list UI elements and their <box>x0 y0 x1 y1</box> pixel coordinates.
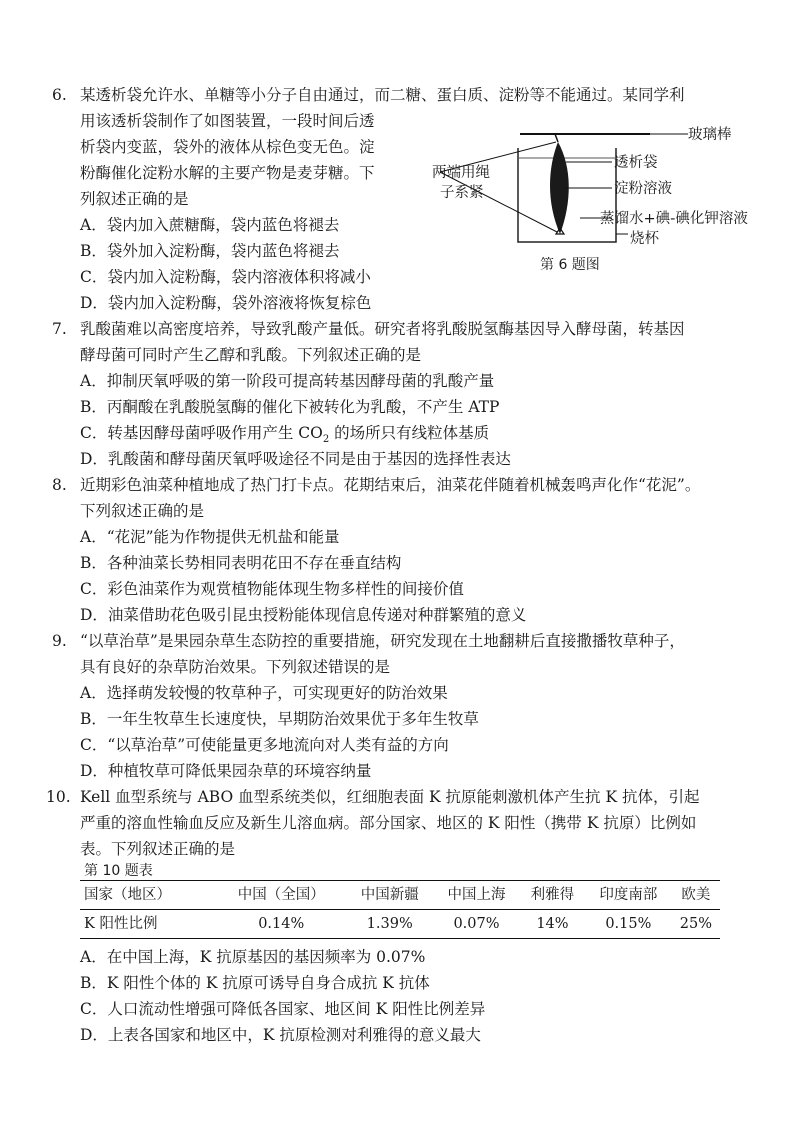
table-cell: 1.39% <box>346 910 433 939</box>
option-d: D．上表各国家和地区中，K 抗原检测对利雅得的意义最大 <box>80 1026 481 1044</box>
label-water-iodine: 蒸馏水+碘-碘化钾溶液 <box>600 211 748 227</box>
label-beaker: 烧杯 <box>630 231 659 247</box>
question-text: 乳酸菌难以高密度培养，导致乳酸产量低。研究者将乳酸脱氢酶基因导入酵母菌，转基因 <box>80 320 685 338</box>
table-cell: 0.15% <box>585 910 672 939</box>
question-text: 近期彩色油菜种植地成了热门打卡点。花期结束后，油菜花伴随着机械轰鸣声化作“花泥”。 <box>80 476 701 494</box>
option-b: B．各种油菜长势相同表明花田不存在垂直结构 <box>80 554 402 572</box>
question-number: 9. <box>52 632 67 650</box>
question-text: 列叙述正确的是 <box>80 190 189 208</box>
table-cell: 0.07% <box>433 910 520 939</box>
option-a: A．袋内加入蔗糖酶，袋内蓝色将褪去 <box>80 216 340 234</box>
option-d: D．种植牧草可降低果园杂草的环境容纳量 <box>80 762 372 780</box>
table-cell: 14% <box>520 910 585 939</box>
question-text: 析袋内变蓝，袋外的液体从棕色变无色。淀 <box>80 138 375 156</box>
question-text: 某透析袋允许水、单糖等小分子自由通过，而二糖、蛋白质、淀粉等不能通过。某同学利 <box>80 86 685 104</box>
option-c: C．人口流动性增强可降低各国家、地区间 K 阳性比例差异 <box>80 1000 486 1018</box>
label-tied-ends-1: 两端用绳 <box>432 165 490 181</box>
label-starch-solution: 淀粉溶液 <box>614 181 672 197</box>
k-positive-table <box>80 880 720 939</box>
table-header-row <box>80 881 720 910</box>
option-a: A．抑制厌氧呼吸的第一阶段可提高转基因酵母菌的乳酸产量 <box>80 372 495 390</box>
option-a: A．“花泥”能为作物提供无机盐和能量 <box>80 528 340 546</box>
question-text: 酵母菌可同时产生乙醇和乳酸。下列叙述正确的是 <box>80 346 422 364</box>
question-text: 具有良好的杂草防治效果。下列叙述错误的是 <box>80 658 391 676</box>
table-header-cell: 国家（地区） <box>80 881 216 910</box>
question-text: 下列叙述正确的是 <box>80 502 205 520</box>
table-header-cell: 印度南部 <box>585 881 672 910</box>
table-cell: 25% <box>672 910 720 939</box>
table-caption: 第 10 题表 <box>84 863 153 879</box>
table-header-cell: 中国（全国） <box>216 881 346 910</box>
label-dialysis-bag: 透析袋 <box>614 155 658 171</box>
label-tied-ends-2: 子系紧 <box>440 185 484 201</box>
label-glass-rod: 玻璃棒 <box>688 127 732 143</box>
question-text: 用该透析袋制作了如图装置，一段时间后透 <box>80 112 375 130</box>
option-c: C．袋内加入淀粉酶，袋内溶液体积将减小 <box>80 268 371 286</box>
table-cell: 0.14% <box>216 910 346 939</box>
question-number: 6. <box>52 86 67 104</box>
option-a: A．选择萌发较慢的牧草种子，可实现更好的防治效果 <box>80 684 448 702</box>
option-b: B．袋外加入淀粉酶，袋内蓝色将褪去 <box>80 242 340 260</box>
table-header-cell: 中国新疆 <box>346 881 433 910</box>
option-c: C．彩色油菜作为观赏植物能体现生物多样性的间接价值 <box>80 580 464 598</box>
option-b: B．K 阳性个体的 K 抗原可诱导自身合成抗 K 抗体 <box>80 974 430 992</box>
option-b: B．一年生牧草生长速度快，早期防治效果优于多年生牧草 <box>80 710 479 728</box>
option-c: C．转基因酵母菌呼吸作用产生 $CO_2$ 的场所只有线粒体基质 <box>80 424 490 446</box>
question-number: 7. <box>52 320 67 338</box>
table-header-cell: 利雅得 <box>520 881 585 910</box>
table-row <box>80 910 720 939</box>
option-d: D．袋内加入淀粉酶，袋外溶液将恢复棕色 <box>80 294 372 312</box>
option-d: D．油菜借助花色吸引昆虫授粉能体现信息传递对种群繁殖的意义 <box>80 606 527 624</box>
question-text: 严重的溶血性输血反应及新生儿溶血病。部分国家、地区的 K 阳性（携带 K 抗原）比例如 <box>80 814 697 832</box>
table-header-cell: 中国上海 <box>433 881 520 910</box>
table-header-cell: 欧美 <box>672 881 720 910</box>
option-a: A．在中国上海，K 抗原基因的基因频率为 0.07% <box>80 948 426 966</box>
question-text: “以草治草”是果园杂草生态防控的重要措施，研究发现在土地翻耕后直接撒播牧草种子， <box>80 632 685 650</box>
question-text: 粉酶催化淀粉水解的主要产物是麦芽糖。下 <box>80 164 375 182</box>
question-text: 表。下列叙述正确的是 <box>80 840 236 858</box>
table-row-label: K 阳性比例 <box>80 910 216 939</box>
option-c: C．“以草治草”可使能量更多地流向对人类有益的方向 <box>80 736 449 754</box>
option-d: D．乳酸菌和酵母菌厌氧呼吸途径不同是由于基因的选择性表达 <box>80 450 511 468</box>
question-number: 10. <box>46 788 71 806</box>
question-text: Kell 血型系统与 ABO 血型系统类似，红细胞表面 K 抗原能刺激机体产生抗 K 抗体，引起 <box>80 788 700 806</box>
figure-caption: 第 6 题图 <box>540 257 600 273</box>
option-b: B．丙酮酸在乳酸脱氢酶的催化下被转化为乳酸，不产生 ATP <box>80 398 500 416</box>
question-number: 8. <box>52 476 67 494</box>
